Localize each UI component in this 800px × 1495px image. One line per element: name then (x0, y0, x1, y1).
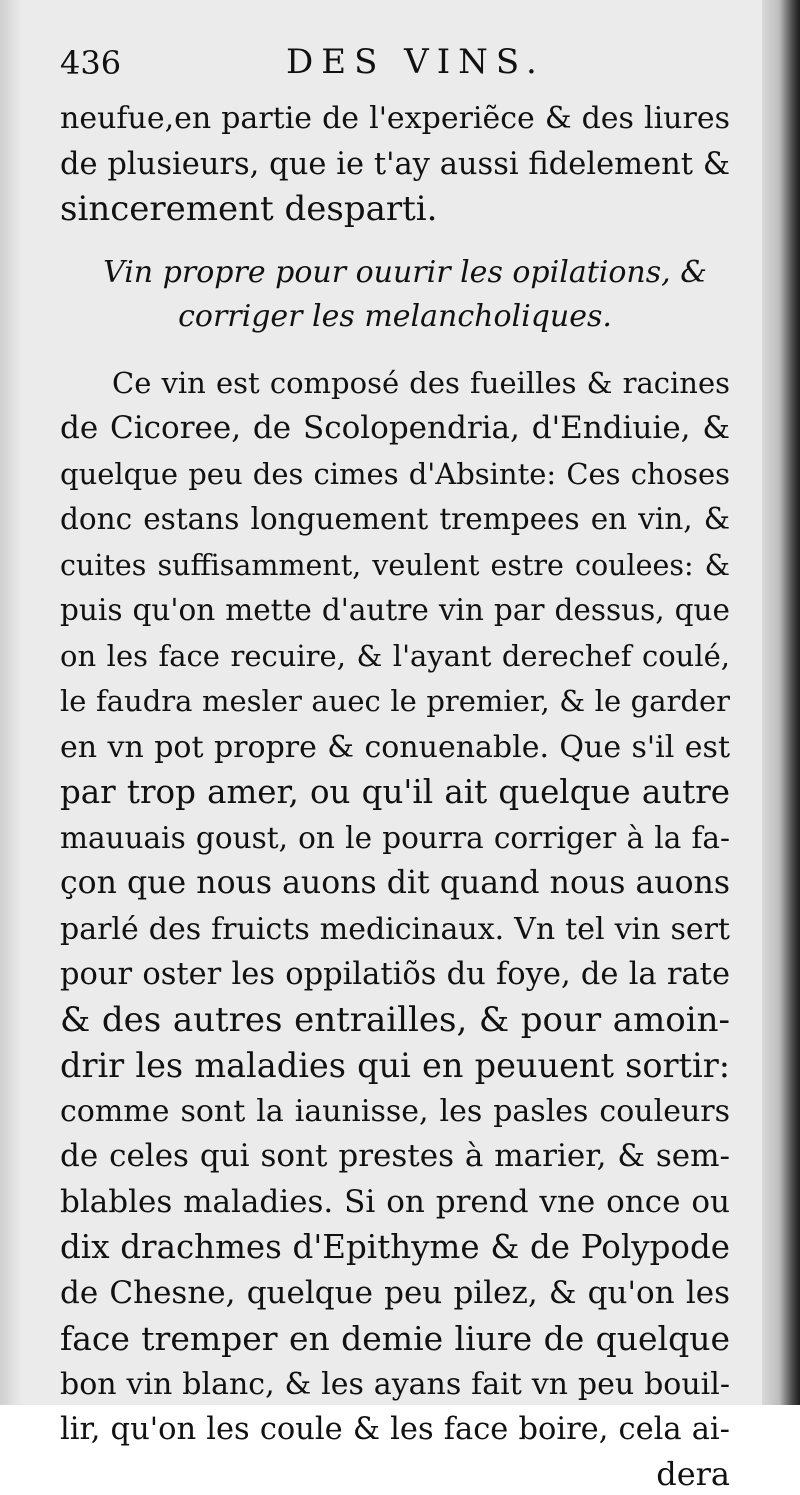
section-title-line-1: Vin propre pour ouurir les opilations, & (103, 254, 707, 290)
text-line: de Chesne, quelque peu pilez, & qu'on les (60, 1274, 730, 1311)
text-line: sincerement desparti. (60, 189, 438, 229)
text-line: en vn pot propre & conuenable. Que s'il est (60, 729, 730, 765)
text-line: & des autres entrailles, & pour amoin- (60, 999, 730, 1040)
page-header (60, 38, 730, 96)
text-line: de Cicoree, de Scolopendria, d'Endiuie, & (60, 410, 730, 446)
text-line: face tremper en demie liure de quelque (60, 1319, 730, 1358)
text-block (60, 38, 730, 1495)
intro-paragraph (60, 96, 730, 233)
text-line: cuites suffisamment, veulent estre coulees: & (60, 548, 730, 582)
running-title: DES VINS. (286, 42, 545, 82)
text-line: Ce vin est composé des fueilles & racines (112, 365, 730, 400)
text-line: çon que nous auons dit quand nous auons (60, 865, 730, 901)
text-line: bon vin blanc, & les ayans fait vn peu bouil- (60, 1366, 730, 1402)
gutter-shadow (0, 0, 22, 1405)
text-line: drir les maladies qui en peuuent sortir: (60, 1046, 730, 1085)
text-line: donc estans longuement trempees en vin, & (60, 502, 730, 536)
text-line: le faudra mesler auec le premier, & le garder (60, 684, 730, 718)
text-line: blables maladies. Si on prend vne once ou (60, 1183, 730, 1220)
text-line: de plusieurs, que ie t'ay aussi fidelement & (60, 146, 730, 182)
text-line: parlé des fruicts medicinaux. Vn tel vin sert (60, 911, 730, 947)
text-line: puis qu'on mette d'autre vin par dessus, que (60, 593, 730, 627)
text-line: comme sont la iaunisse, les pasles couleurs (60, 1093, 730, 1129)
text-line: on les face recuire, & l'ayant derechef coulé, (60, 638, 730, 673)
body-paragraph (60, 361, 730, 1453)
section-title (60, 251, 730, 339)
text-line: mauuais goust, on le pourra corriger à la fa- (60, 820, 730, 855)
text-line: quelque peu des cimes d'Absinte: Ces choses (60, 456, 730, 491)
text-line: par trop amer, ou qu'il ait quelque autre (60, 773, 730, 811)
text-line: neufue,en partie de l'experiẽce & des liures (60, 101, 730, 136)
section-title-line-2: corriger les melancholiques. (178, 298, 612, 334)
text-line: pour oster les oppilatiõs du foye, de la rate (60, 957, 730, 992)
page-edge (762, 0, 800, 1405)
text-line: dix drachmes d'Epithyme & de Polypode (60, 1228, 730, 1266)
text-line: de celes qui sont prestes à marier, & sem- (60, 1138, 730, 1174)
text-line: lir, qu'on les coule & les face boire, cela ai- (60, 1412, 730, 1447)
page-number: 436 (60, 44, 122, 82)
catchword: dera (656, 1454, 730, 1493)
